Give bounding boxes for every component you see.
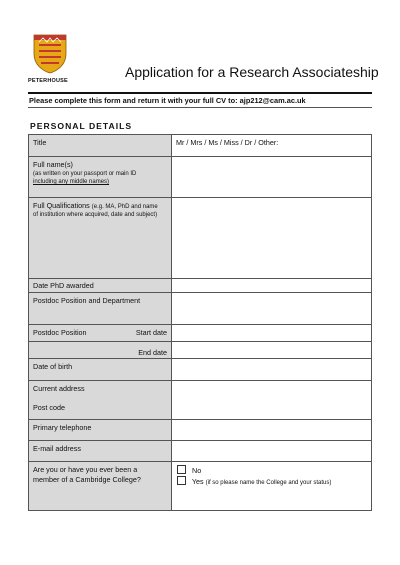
- college-member-options: [172, 462, 371, 510]
- title-field[interactable]: [172, 135, 371, 156]
- telephone-field[interactable]: [172, 420, 371, 441]
- row-postdoc-start: [29, 324, 371, 342]
- row-full-name: [29, 156, 371, 198]
- email-field[interactable]: [172, 441, 371, 462]
- full-name-hint: (as written on your passport or main ID: [33, 170, 137, 177]
- college-member-label-line2: member of a Cambridge College?: [33, 474, 141, 484]
- college-name: PETERHOUSE: [28, 78, 68, 84]
- qualifications-hint-2: of institution where acquired, date and subject): [33, 212, 158, 219]
- end-date-cell: [29, 342, 172, 359]
- no-checkbox[interactable]: [177, 465, 186, 474]
- row-telephone: [29, 419, 371, 441]
- address-label-text: Current address: [33, 384, 85, 393]
- row-dob: [29, 358, 371, 381]
- option-yes-hint: (if so please name the College and your status): [205, 480, 332, 486]
- end-date-field[interactable]: [172, 342, 371, 359]
- email-label: E-mail address: [29, 441, 172, 462]
- row-email: [29, 440, 371, 462]
- full-name-label: [29, 157, 172, 198]
- row-title: [29, 135, 371, 156]
- qualifications-label-text: Full Qualifications: [33, 201, 90, 210]
- title-label: Title: [29, 135, 172, 156]
- college-member-label-line1: Are you or have you ever been a: [33, 465, 138, 474]
- telephone-label: Primary telephone: [29, 420, 172, 441]
- start-date-field[interactable]: [172, 325, 371, 342]
- option-no-label: No: [192, 466, 202, 475]
- postdoc-position-label: [29, 325, 172, 342]
- row-postdoc-end: [29, 341, 371, 359]
- full-name-label-text: Full name(s): [33, 160, 73, 169]
- address-field[interactable]: [172, 381, 371, 420]
- title-options: Mr / Mrs / Ms / Miss / Dr / Other:: [176, 138, 279, 147]
- postcode-label: Post code: [33, 403, 65, 412]
- phd-date-field[interactable]: [172, 279, 371, 293]
- instruction-text: Please complete this form and return it with your full CV to: ajp212@cam.ac.uk: [29, 96, 306, 105]
- address-label: [29, 381, 172, 420]
- page-title: Application for a Research Associateship: [125, 64, 379, 80]
- dob-field[interactable]: [172, 359, 371, 381]
- yes-checkbox[interactable]: [177, 476, 186, 485]
- section-heading: PERSONAL DETAILS: [30, 121, 133, 131]
- phd-date-label: Date PhD awarded: [29, 279, 172, 293]
- option-yes[interactable]: [177, 476, 331, 486]
- row-phd-date: [29, 278, 371, 293]
- postdoc-position-text: Postdoc Position: [33, 328, 87, 337]
- full-name-hint-underlined: including any middle names): [33, 179, 110, 186]
- qualifications-field[interactable]: [172, 198, 371, 279]
- header-divider: [28, 92, 372, 94]
- end-date-label: End date: [138, 348, 167, 357]
- postdoc-dept-label: Postdoc Position and Department: [29, 293, 172, 325]
- row-qualifications: [29, 197, 371, 279]
- dob-label: Date of birth: [29, 359, 172, 381]
- qualifications-label: [29, 198, 172, 279]
- start-date-label: Start date: [135, 328, 167, 337]
- peterhouse-crest-icon: [33, 34, 67, 74]
- row-postdoc-dept: [29, 292, 371, 325]
- option-no[interactable]: [177, 465, 201, 475]
- qualifications-hint: (e.g. MA, PhD and name: [91, 204, 158, 210]
- row-address: [29, 380, 371, 420]
- postdoc-dept-field[interactable]: [172, 293, 371, 325]
- row-college-member: [29, 461, 371, 510]
- college-member-label: [29, 462, 172, 510]
- option-yes-label: Yes: [191, 477, 204, 486]
- instruction-divider: [28, 107, 372, 108]
- full-name-field[interactable]: [172, 157, 371, 198]
- personal-details-form: [28, 134, 372, 511]
